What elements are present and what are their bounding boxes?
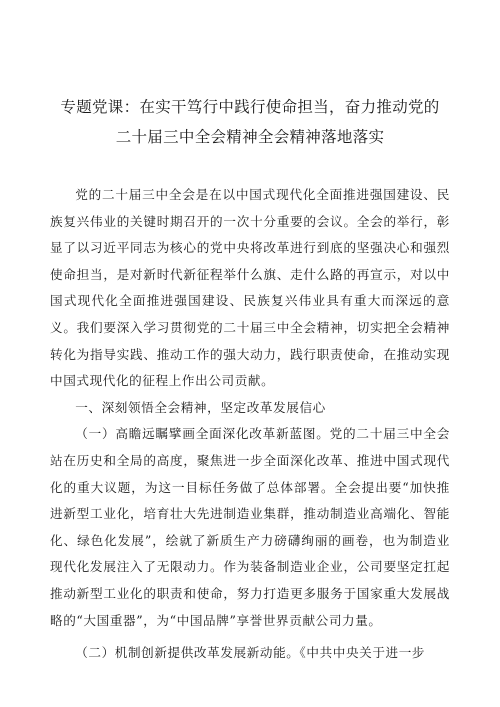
document-title [50,92,450,152]
intro-paragraph: 党的二十届三中全会是在以中国式现代化全面推进强国建设、民族复兴伟业的关键时期召开的一次十分重要的会议。全会的举行，彰显了以习近平同志为核心的党中央将改革进行到底的坚强决心和强烈使命担当，是对新时代新征程举什么旗、走什么路的再宣示，对以中国式现代化全面推进强国建设、民族复兴伟业具有重大而深远的意义。我们要深入学习贯彻党的二十届三中全会精神，切实把全会精神转化为指导实践、推动工作的强大动力，践行职责使命，在推动实现中国式现代化的征程上作出公司贡献。 [50,187,450,389]
title-line-1: 专题党课：在实干笃行中践行使命担当，奋力推动党的 [60,98,440,116]
subsection-paragraph-2: （二）机制创新提供改革发展新动能。《中共中央关于进一步 [75,645,426,661]
title-line-2: 二十届三中全会精神全会精神落地落实 [115,128,385,146]
section-heading-1: 一、深刻领悟全会精神，坚定改革发展信心 [75,399,326,415]
subsection-paragraph-1: （一）高瞻远瞩擘画全面深化改革新蓝图。党的二十届三中全会站在历史和全局的高度，聚焦进一步全面深化改革、推进中国式现代化的重大议题，为这一目标任务做了总体部署。全会提出要“加快推进新型工业化，培育壮大先进制造业集群，推动制造业高端化、智能化、绿色化发展”，绘就了新质生产力磅礴绚丽的画卷，也为制造业现代化发展注入了无限动力。作为装备制造业企业，公司要坚定扛起推动新型工业化的职责和使命，努力打造更多服务于国家重大发展战略的“大国重器”，为“中国品牌”享誉世界贡献公司力量。 [50,426,450,628]
